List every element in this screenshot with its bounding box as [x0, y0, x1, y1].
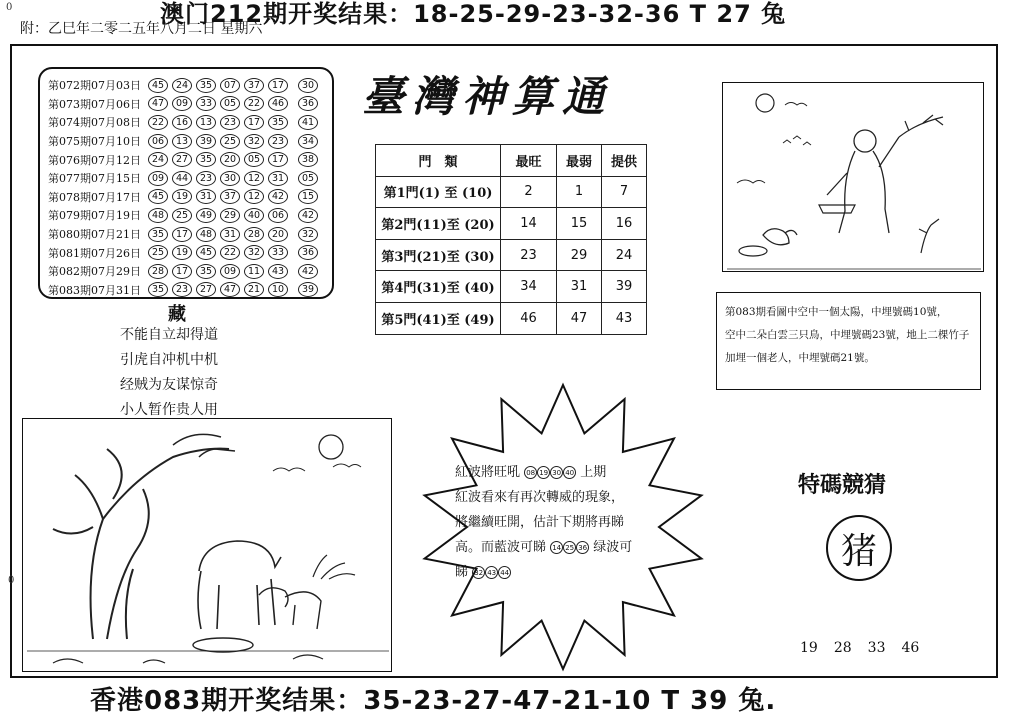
gate-value: 1 — [557, 176, 602, 208]
number-ball: 24 — [148, 152, 168, 167]
number-ball: 30 — [220, 171, 240, 186]
gate-label: 第5門(41)至 (49) — [376, 302, 501, 334]
cloud-icon — [785, 103, 807, 107]
number-ball: 06 — [268, 208, 288, 223]
number-ball: 25 — [148, 245, 168, 260]
history-row — [48, 188, 326, 207]
number-ball: 25 — [220, 134, 240, 149]
wave-line: 將繼續旺開，估計下期將再睇 — [455, 515, 625, 530]
cloud-icon — [737, 180, 765, 183]
wave-ball: 44 — [498, 566, 511, 579]
number-ball: 12 — [244, 171, 264, 186]
number-ball: 39 — [196, 134, 216, 149]
gate-label: 第2門(11)至 (20) — [376, 208, 501, 240]
header-category: 門 類 — [376, 145, 501, 177]
number-ball: 19 — [172, 189, 192, 204]
number-ball: 09 — [220, 264, 240, 279]
number-ball: 23 — [220, 115, 240, 130]
number-ball: 23 — [172, 282, 192, 297]
number-ball: 17 — [244, 115, 264, 130]
history-row-label: 第078期07月17日 — [48, 190, 141, 204]
history-row-label: 第082期07月29日 — [48, 265, 141, 279]
wave-ball: 25 — [563, 541, 576, 554]
number-ball: 27 — [172, 152, 192, 167]
gate-value: 47 — [557, 302, 602, 334]
number-ball: 47 — [220, 282, 240, 297]
twisted-tree — [53, 449, 229, 639]
number-ball: 40 — [244, 208, 264, 223]
header-hottest: 最旺 — [501, 145, 557, 177]
red-wave-balls — [524, 465, 576, 480]
gate-value: 39 — [602, 271, 647, 303]
gate-row — [376, 208, 647, 240]
number-ball: 13 — [196, 115, 216, 130]
number-ball: 42 — [268, 189, 288, 204]
special-ball: 36 — [298, 96, 318, 111]
gate-row — [376, 176, 647, 208]
calf-figure — [259, 588, 321, 629]
number-ball: 49 — [196, 208, 216, 223]
zodiac-badge: 猪 — [826, 515, 892, 581]
number-ball: 43 — [268, 264, 288, 279]
side-mark: 0 — [8, 575, 15, 586]
gate-value: 43 — [602, 302, 647, 334]
number-ball: 21 — [244, 282, 264, 297]
number-ball: 17 — [172, 264, 192, 279]
history-row — [48, 76, 326, 95]
number-ball: 07 — [220, 78, 240, 93]
wave-line: 紅波看來有再次轉威的現象， — [455, 490, 625, 505]
poem-line: 小人暂作贵人用 — [120, 402, 218, 418]
blue-wave-balls — [550, 540, 589, 555]
number-ball: 05 — [244, 152, 264, 167]
gate-value: 29 — [557, 239, 602, 271]
number-ball: 31 — [220, 227, 240, 242]
number-ball: 35 — [268, 115, 288, 130]
history-row — [48, 262, 326, 281]
picture-hint-box — [716, 292, 981, 390]
history-balls — [148, 78, 318, 93]
wave-analysis-text — [455, 460, 670, 585]
wave-ball: 19 — [537, 466, 550, 479]
history-row — [48, 169, 326, 188]
history-balls — [148, 264, 318, 279]
number-ball: 45 — [196, 245, 216, 260]
number-ball: 31 — [268, 171, 288, 186]
green-wave-balls — [472, 565, 511, 580]
history-balls — [148, 189, 318, 204]
gate-table-header — [376, 145, 647, 177]
sun-icon — [319, 435, 343, 459]
gate-value: 2 — [501, 176, 557, 208]
wave-ball: 40 — [563, 466, 576, 479]
hint-line: 加埋一個老人，中埋號碼21號。 — [725, 352, 875, 364]
wave-ball: 14 — [550, 541, 563, 554]
history-row — [48, 150, 326, 169]
number-ball: 24 — [172, 78, 192, 93]
cloud-icon — [273, 464, 361, 471]
grass-icon — [313, 555, 355, 579]
bowl-icon — [739, 246, 767, 256]
number-ball: 37 — [244, 78, 264, 93]
number-ball: 17 — [172, 227, 192, 242]
wave-ball: 08 — [524, 466, 537, 479]
number-ball: 35 — [196, 152, 216, 167]
special-ball: 39 — [298, 282, 318, 297]
number-ball: 35 — [148, 227, 168, 242]
number-ball: 45 — [148, 189, 168, 204]
special-ball: 42 — [298, 264, 318, 279]
special-ball: 36 — [298, 245, 318, 260]
number-ball: 35 — [196, 264, 216, 279]
history-row-label: 第074期07月08日 — [48, 116, 141, 130]
gate-value: 7 — [602, 176, 647, 208]
number-ball: 22 — [244, 96, 264, 111]
number-ball: 35 — [196, 78, 216, 93]
gate-label: 第1門(1) 至 (10) — [376, 176, 501, 208]
gate-value: 16 — [602, 208, 647, 240]
number-ball: 11 — [244, 264, 264, 279]
number-ball: 45 — [148, 78, 168, 93]
special-ball: 34 — [298, 134, 318, 149]
number-ball: 48 — [196, 227, 216, 242]
ox-tree-drawing — [23, 419, 393, 673]
number-ball: 09 — [148, 171, 168, 186]
special-code-title: 特碼競猜 — [798, 472, 887, 498]
old-man-head — [854, 130, 876, 152]
number-ball: 16 — [172, 115, 192, 130]
basket-icon — [819, 205, 855, 213]
number-ball: 47 — [148, 96, 168, 111]
special-ball: 15 — [298, 189, 318, 204]
poem-line: 引虎自冲机中机 — [120, 352, 218, 368]
special-ball: 32 — [298, 227, 318, 242]
number-ball: 35 — [148, 282, 168, 297]
squirrel-icon — [763, 229, 797, 245]
history-row-label: 第079期07月19日 — [48, 209, 141, 223]
special-ball: 38 — [298, 152, 318, 167]
history-row — [48, 113, 326, 132]
number-ball: 20 — [220, 152, 240, 167]
number-ball: 23 — [268, 134, 288, 149]
gate-value: 46 — [501, 302, 557, 334]
wave-ball: 30 — [550, 466, 563, 479]
history-row-label: 第077期07月15日 — [48, 172, 141, 186]
number-ball: 22 — [148, 115, 168, 130]
wave-line: 高。而藍波可睇 14 25 36 绿波可 — [455, 540, 633, 555]
number-ball: 06 — [148, 134, 168, 149]
number-ball: 22 — [220, 245, 240, 260]
poem-title: 藏 — [168, 304, 186, 325]
number-ball: 13 — [172, 134, 192, 149]
history-row-label: 第080期07月21日 — [48, 228, 141, 242]
history-row-label: 第076期07月12日 — [48, 153, 141, 167]
number-ball: 37 — [220, 189, 240, 204]
number-ball: 33 — [196, 96, 216, 111]
number-ball: 17 — [268, 78, 288, 93]
draw-history-list — [38, 67, 334, 299]
old-man-drawing — [723, 83, 985, 273]
number-ball: 28 — [148, 264, 168, 279]
history-row-label: 第083期07月31日 — [48, 283, 141, 297]
gate-value: 34 — [501, 271, 557, 303]
header-offered: 提供 — [602, 145, 647, 177]
lunar-date-line: 附：乙巳年二零二五年八月二日 星期六 — [20, 21, 263, 37]
history-balls — [148, 115, 318, 130]
number-ball: 48 — [148, 208, 168, 223]
corner-mark: 0 — [6, 2, 13, 13]
gate-label: 第3門(21)至 (30) — [376, 239, 501, 271]
water-trough-icon — [193, 638, 253, 652]
masthead-title: 臺灣神算通 — [362, 72, 613, 121]
poem-line: 经贼为友谋惊奇 — [120, 377, 218, 393]
number-ball: 32 — [244, 134, 264, 149]
gate-row — [376, 239, 647, 271]
bamboo-icon — [899, 115, 943, 137]
history-row-label: 第072期07月03日 — [48, 79, 141, 93]
special-numbers — [800, 640, 919, 656]
history-balls — [148, 208, 318, 223]
number-ball: 32 — [244, 245, 264, 260]
bamboo-shoot-icon — [919, 219, 939, 253]
wave-ball: 43 — [485, 566, 498, 579]
history-row — [48, 206, 326, 225]
header-coldest: 最弱 — [557, 145, 602, 177]
number-ball: 10 — [268, 282, 288, 297]
number-ball: 46 — [268, 96, 288, 111]
gate-row — [376, 271, 647, 303]
number-ball: 17 — [268, 152, 288, 167]
special-ball: 42 — [298, 208, 318, 223]
special-number: 19 — [800, 640, 818, 656]
history-balls — [148, 152, 318, 167]
gate-value: 15 — [557, 208, 602, 240]
gate-value: 24 — [602, 239, 647, 271]
history-balls — [148, 171, 318, 186]
number-ball: 20 — [268, 227, 288, 242]
wave-line: 睇 32 43 44 — [455, 560, 670, 585]
number-ball: 44 — [172, 171, 192, 186]
history-balls — [148, 245, 318, 260]
number-ball: 23 — [196, 171, 216, 186]
number-ball: 28 — [244, 227, 264, 242]
bird-icon — [783, 136, 811, 145]
gate-label: 第4門(31)至 (40) — [376, 271, 501, 303]
history-row — [48, 281, 326, 300]
poem — [120, 323, 270, 423]
hongkong-result-headline: 香港083期开奖结果：35-23-27-47-21-10 T 39 兔. — [90, 686, 777, 715]
wave-line: 紅波將旺吼 08 19 30 40 上期 — [455, 465, 607, 480]
gate-value: 31 — [557, 271, 602, 303]
history-row-label: 第075期07月10日 — [48, 135, 141, 149]
history-row — [48, 132, 326, 151]
number-ball: 27 — [196, 282, 216, 297]
ox-tree-illustration — [22, 418, 392, 672]
number-ball: 29 — [220, 208, 240, 223]
special-ball: 05 — [298, 171, 318, 186]
sun-icon — [756, 94, 774, 112]
special-number: 33 — [867, 640, 886, 656]
history-row — [48, 95, 326, 114]
special-number: 28 — [833, 640, 852, 656]
history-row — [48, 225, 326, 244]
ox-figure — [198, 541, 281, 629]
number-ball: 33 — [268, 245, 288, 260]
gate-value: 23 — [501, 239, 557, 271]
poem-line: 不能自立却得道 — [120, 327, 218, 343]
special-ball: 30 — [298, 78, 318, 93]
gate-table — [375, 144, 647, 335]
gate-row — [376, 302, 647, 334]
wave-ball: 32 — [472, 566, 485, 579]
history-balls — [148, 227, 318, 242]
hint-line: 空中二朵白雲三只鳥，中埋號碼23號，地上二棵竹子 — [725, 329, 970, 341]
number-ball: 25 — [172, 208, 192, 223]
wave-ball: 36 — [576, 541, 589, 554]
history-balls — [148, 282, 318, 297]
number-ball: 19 — [172, 245, 192, 260]
history-row — [48, 243, 326, 262]
old-man-illustration — [722, 82, 984, 272]
rock-icon — [53, 655, 323, 663]
history-row-label: 第081期07月26日 — [48, 246, 141, 260]
history-balls — [148, 134, 318, 149]
number-ball: 09 — [172, 96, 192, 111]
macau-result-headline: 澳门212期开奖结果：18-25-29-23-32-36 T 27 兔 — [160, 0, 787, 28]
gate-value: 14 — [501, 208, 557, 240]
history-balls — [148, 96, 318, 111]
number-ball: 31 — [196, 189, 216, 204]
special-ball: 41 — [298, 115, 318, 130]
history-row-label: 第073期07月06日 — [48, 97, 141, 111]
number-ball: 12 — [244, 189, 264, 204]
hint-line: 第083期看圖中空中一個太陽，中埋號碼10號， — [725, 306, 948, 318]
number-ball: 05 — [220, 96, 240, 111]
special-number: 46 — [901, 640, 920, 656]
